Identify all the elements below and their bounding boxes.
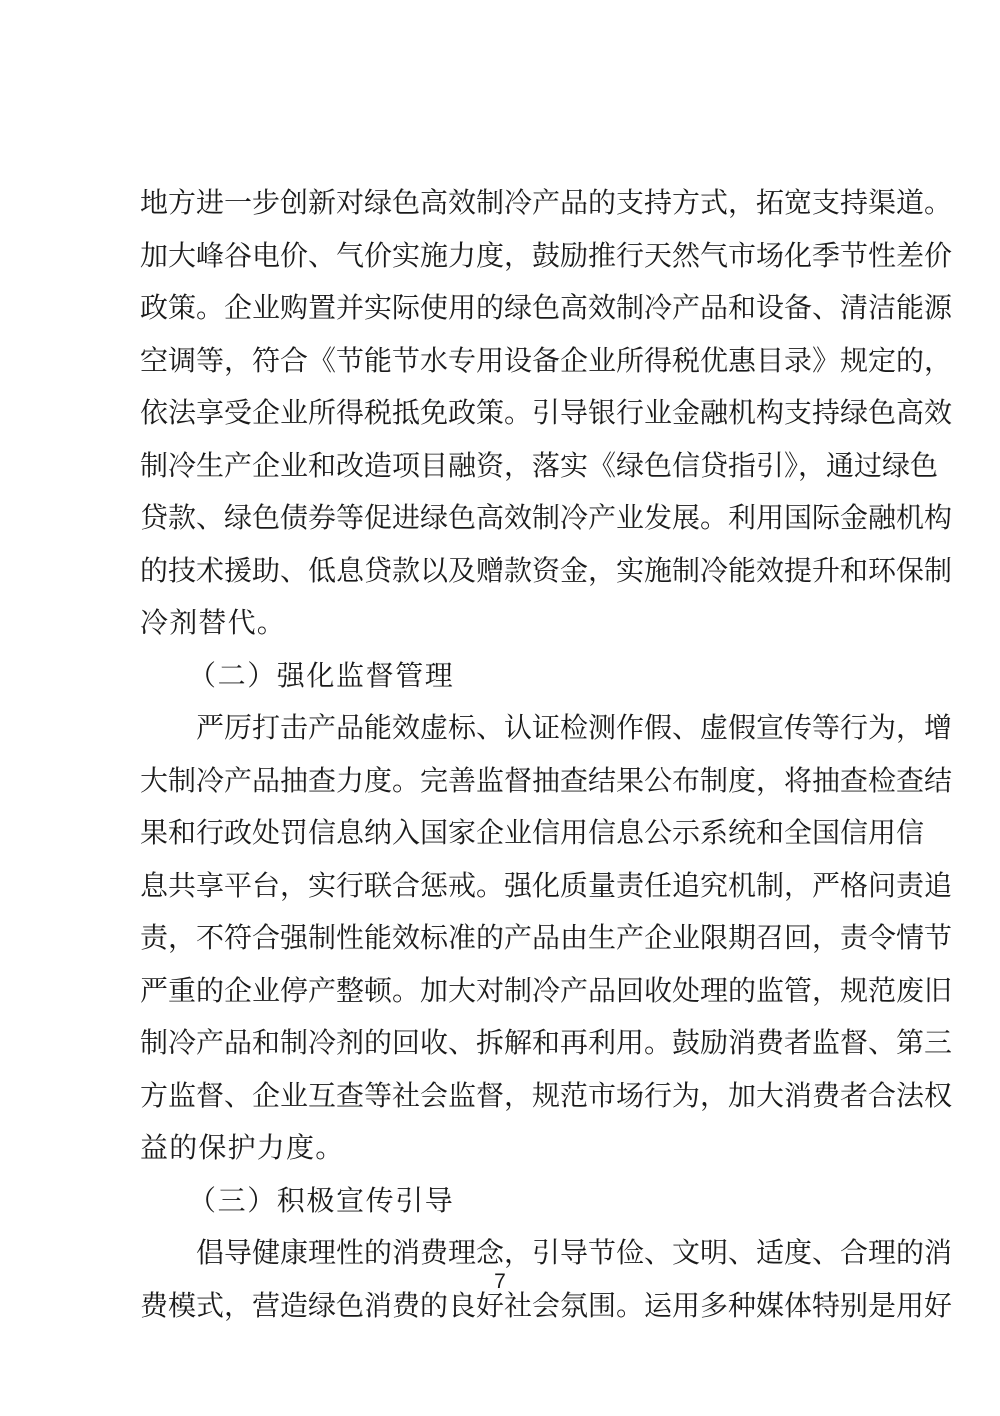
paragraph-first-line: 严厉打击产品能效虚标、认证检测作假、虚假宣传等行为，增 (196, 711, 953, 744)
page-number: 7 (494, 1270, 506, 1293)
section-heading: （三）积极宣传引导 (188, 1183, 455, 1217)
text-line: 果和行政处罚信息纳入国家企业信用信息公示系统和全国信用信 (140, 816, 925, 849)
text-line: 费模式，营造绿色消费的良好社会氛围。运用多种媒体特别是用好 (140, 1288, 953, 1322)
text-line: 贷款、绿色债券等促进绿色高效制冷产业发展。利用国际金融机构 (140, 501, 953, 534)
text-line: 的技术援助、低息贷款以及赠款资金，实施制冷能效提升和环保制 (140, 553, 953, 587)
body-text (140, 177, 953, 1332)
text-line: 制冷生产企业和改造项目融资，落实《绿色信贷指引》，通过绿色 (140, 448, 939, 482)
text-line: 益的保护力度。 (140, 1131, 345, 1164)
text-line: 严重的企业停产整顿。加大对制冷产品回收处理的监管，规范废旧 (140, 973, 953, 1007)
text-line: 息共享平台，实行联合惩戒。强化质量责任追究机制，严格问责追 (140, 868, 953, 902)
text-line: 政策。企业购置并实际使用的绿色高效制冷产品和设备、清洁能源 (140, 291, 953, 324)
text-line: 方监督、企业互查等社会监督，规范市场行为，加大消费者合法权 (140, 1078, 953, 1112)
text-line: 依法享受企业所得税抵免政策。引导银行业金融机构支持绿色高效 (140, 396, 953, 429)
text-line: 制冷产品和制冷剂的回收、拆解和再利用。鼓励消费者监督、第三 (140, 1026, 953, 1059)
section-heading: （二）强化监督管理 (188, 658, 455, 692)
text-line: 责，不符合强制性能效标准的产品由生产企业限期召回，责令情节 (140, 921, 953, 954)
text-line: 大制冷产品抽查力度。完善监督抽查结果公布制度，将抽查检查结 (140, 763, 953, 797)
text-line: 地方进一步创新对绿色高效制冷产品的支持方式，拓宽支持渠道。 (140, 186, 953, 219)
text-line: 冷剂替代。 (140, 606, 287, 639)
text-line: 加大峰谷电价、气价实施力度，鼓励推行天然气市场化季节性差价 (140, 238, 953, 272)
text-line: 空调等，符合《节能节水专用设备企业所得税优惠目录》规定的， (140, 343, 953, 377)
paragraph-first-line: 倡导健康理性的消费理念，引导节俭、文明、适度、合理的消 (196, 1236, 953, 1269)
